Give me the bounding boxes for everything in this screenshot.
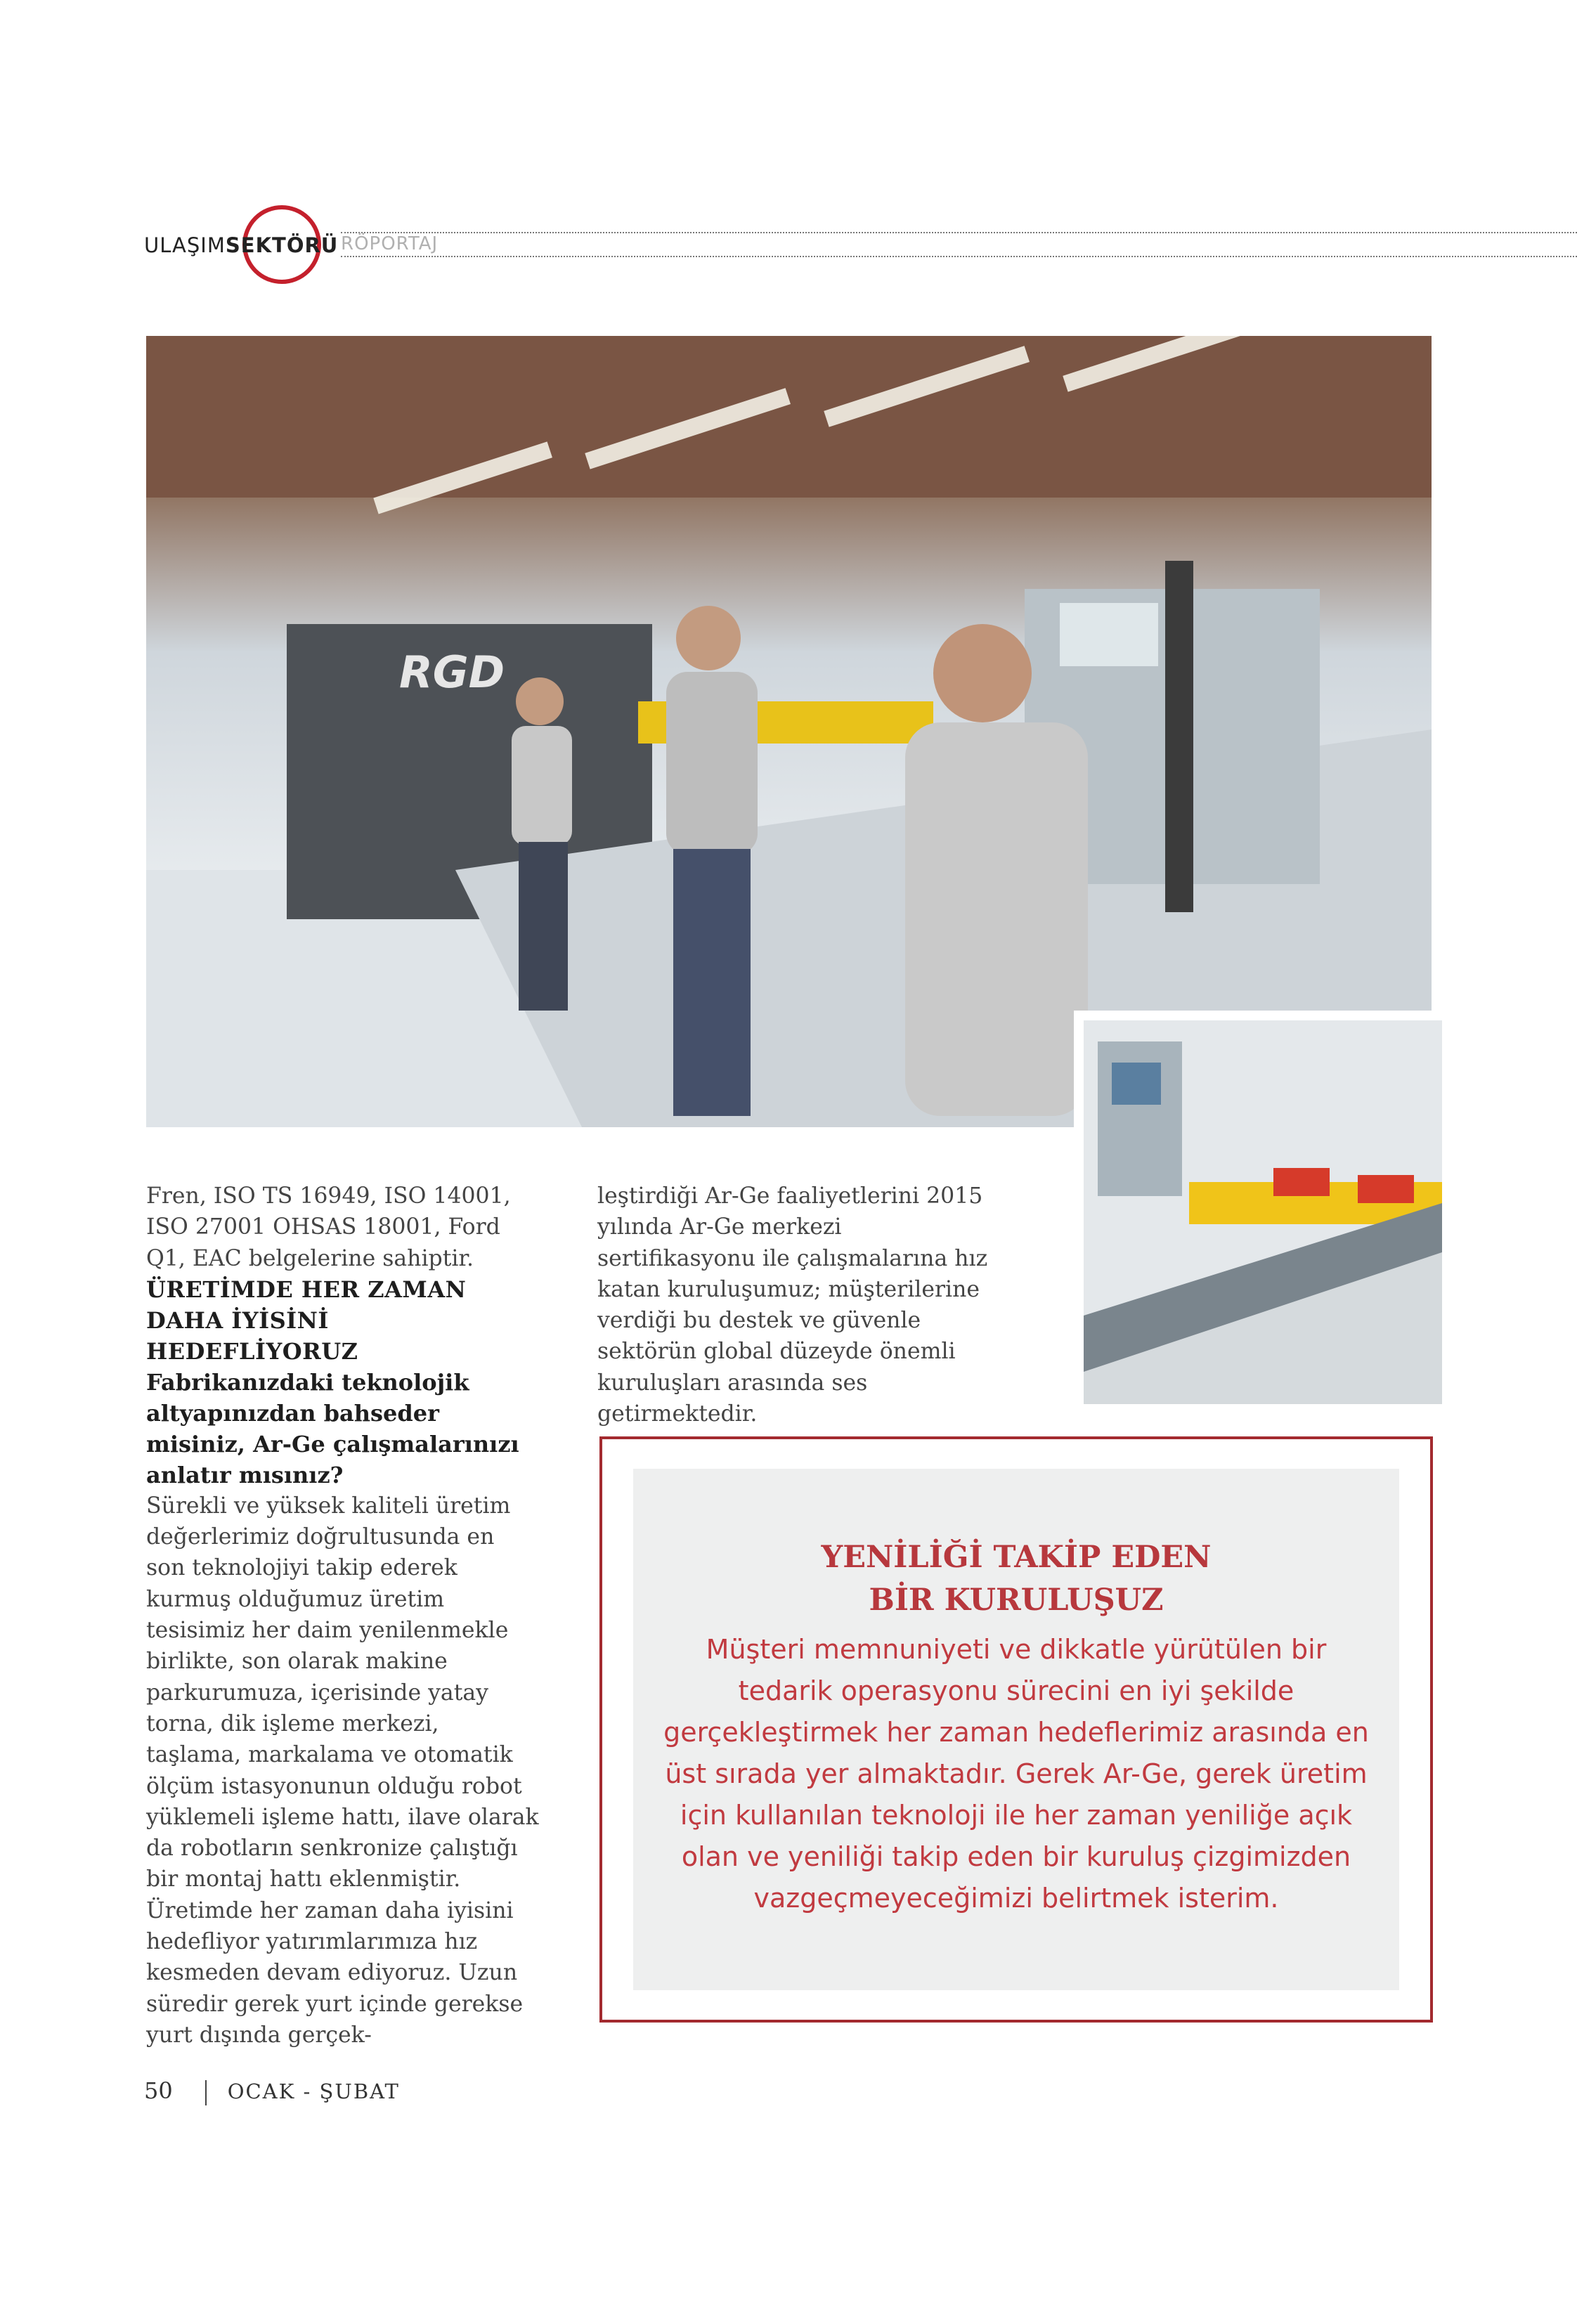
- section-subheading: ÜRETİMDE HER ZAMAN DAHA İYİSİNİ HEDEFLİYORUZ: [146, 1275, 467, 1365]
- issue-label: OCAK - ŞUBAT: [227, 2079, 400, 2103]
- continued-paragraph: leştirdiği Ar-Ge faaliyetlerini 2015 yılında Ar-Ge merkezi sertifikasyonu ile çalışmalarına hız katan kuruluşumuz; müşterilerine verdiği bu destek ve güvenle sektörün global düzeyde önemli kuruluşları arasında ses getirmektedir.: [597, 1183, 988, 1427]
- section-label: RÖPORTAJ: [341, 233, 439, 254]
- factory-main-photo: [146, 336, 1432, 1127]
- pull-quote-title-line2: BİR KURULUŞUZ: [869, 1583, 1164, 1618]
- page-header: [144, 208, 1577, 285]
- pull-quote-panel: [633, 1469, 1399, 1990]
- page-footer: [144, 2077, 400, 2105]
- production-line-illustration: [1084, 1020, 1442, 1404]
- pull-quote-title: [633, 1536, 1399, 1622]
- header-rule-top: [341, 232, 1577, 233]
- interview-answer: Sürekli ve yüksek kaliteli üretim değerlerimiz doğrultusunda en son teknolojiyi takip ederek kurmuş olduğumuz üretim tesisimiz her daim yenilenmekle birlikte, son olarak makine parkurumuza, içerisinde yatay torna, dik işleme merkezi, taşlama, markalama ve otomatik ölçüm istasyonunun olduğu robot yüklemeli işleme hattı, ilave olarak da robotların senkronize çalıştığı bir montaj hattı eklenmiştir. Üretimde her zaman daha iyisini hedefliyor yatırımlarımıza hız kesmeden devam ediyoruz. Uzun süredir gerek yurt içinde gerekse yurt dışında gerçek-: [146, 1493, 539, 2048]
- header-rule-bottom: [341, 256, 1577, 257]
- svg-text:RGD: RGD: [399, 647, 505, 698]
- production-line-inset-photo: [1074, 1011, 1452, 1414]
- page-number: 50: [144, 2077, 173, 2104]
- factory-scene-illustration: [146, 336, 1432, 1127]
- text-column-left: [146, 1181, 540, 2051]
- logo-light-text: ULAŞIM: [144, 233, 226, 257]
- pull-quote-box: [599, 1436, 1433, 2023]
- logo-bold-text: SEKTÖRÜ: [225, 233, 339, 257]
- text-column-right: [597, 1181, 991, 1429]
- intro-paragraph: Fren, ISO TS 16949, ISO 14001, ISO 27001 OHSAS 18001, Ford Q1, EAC belgelerine sahiptir.: [146, 1183, 511, 1271]
- magazine-logo: [144, 233, 338, 257]
- pull-quote-title-line1: YENİLİĞİ TAKİP EDEN: [821, 1540, 1212, 1575]
- footer-divider: [205, 2080, 207, 2105]
- interview-question: Fabrikanızdaki teknolojik altyapınızdan bahseder misiniz, Ar-Ge çalışmalarınızı anlatır mısınız?: [146, 1368, 519, 1488]
- pull-quote-text: Müşteri memnuniyeti ve dikkatle yürütülen bir tedarik operasyonu sürecini en iyi şekilde gerçekleştirmek her zaman hedeflerimiz arasında en üst sırada yer almaktadır. Gerek Ar-Ge, gerek üretim için kullanılan teknoloji ile her zaman yeniliğe açık olan ve yeniliği takip eden bir kuruluş çizgimizden vazgeçmeyeceğimizi belirtmek isterim.: [663, 1634, 1369, 1914]
